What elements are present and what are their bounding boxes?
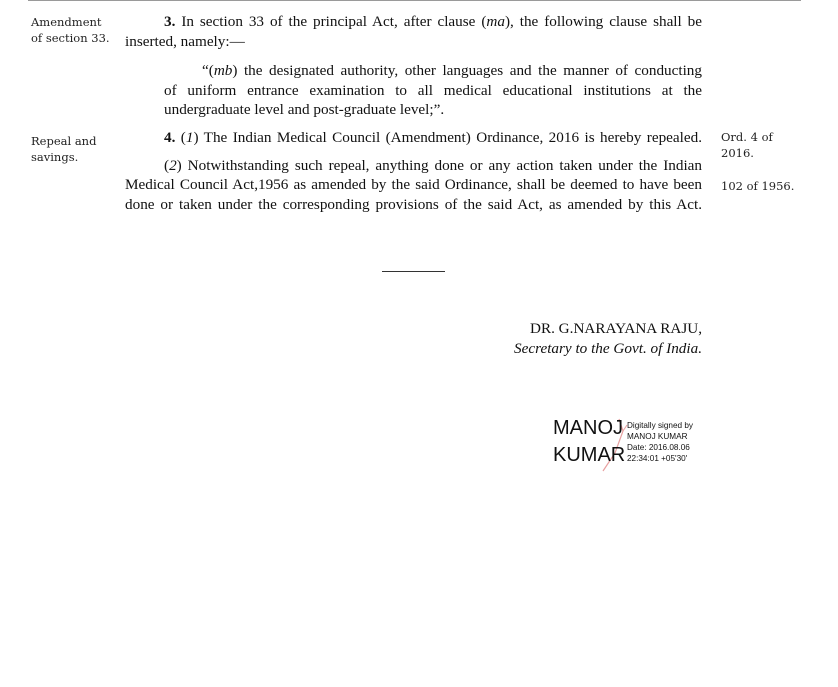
section-4-line-1 — [125, 128, 702, 148]
section-4-line-2 — [125, 156, 702, 176]
signatory-title: Secretary to the Govt. of India. — [514, 340, 702, 357]
section-4-line-4: done or taken under the corresponding provisions of the said Act, as amended by this Act. — [125, 195, 702, 213]
subsection-ref: 2 — [169, 156, 177, 174]
digital-signature — [553, 417, 713, 473]
margin-note-line: 102 of 1956. — [721, 179, 795, 193]
signer-last-name: KUMAR — [553, 444, 626, 466]
text-run: ), the following clause shall be — [504, 13, 703, 30]
margin-note-line: Amendment — [31, 15, 102, 29]
section-number: 3. — [164, 13, 176, 30]
margin-note-act — [721, 178, 794, 194]
section-3-line-2: inserted, namely:— — [125, 32, 245, 50]
signer-first-name: MANOJ — [553, 417, 623, 439]
signature-line: Digitally signed by — [627, 421, 693, 430]
clause-line-3: undergraduate level and post-graduate level;”. — [164, 101, 445, 118]
signatory-name: DR. G.NARAYANA RAJU, — [529, 320, 702, 337]
text-run: ) Notwithstanding such repeal, anything done or any action taken under the Indian — [176, 156, 702, 174]
margin-note-repeal — [31, 133, 96, 165]
clause-line-1 — [164, 61, 702, 81]
text-run: ) The Indian Medical Council (Amendment) Ordinance, 2016 is hereby repealed. — [193, 129, 702, 146]
margin-note-line: savings. — [31, 150, 79, 164]
inserted-clause — [164, 61, 702, 120]
section-number: 4. — [164, 129, 176, 146]
clause-ref: mb — [213, 62, 233, 79]
section-4 — [125, 128, 702, 214]
subsection-ref: 1 — [185, 129, 194, 146]
text-run: ( — [164, 156, 170, 174]
text-run: ) the designated authority, other languages and the manner of conducting — [232, 62, 702, 79]
signature-line: Date: 2016.08.06 — [627, 443, 690, 452]
signature-line: MANOJ KUMAR — [627, 432, 688, 441]
section-4-line-3: Medical Council Act,1956 as amended by the said Ordinance, shall be deemed to have been — [125, 176, 702, 193]
margin-note-amendment — [31, 14, 110, 46]
signature-line: 22:34:01 +05'30' — [627, 454, 688, 463]
margin-note-line: Repeal and — [31, 134, 97, 148]
text-run: ( — [175, 129, 186, 146]
section-3 — [125, 12, 702, 51]
margin-note-ordinance — [721, 129, 773, 161]
top-rule — [28, 0, 801, 1]
margin-note-line: of section 33. — [31, 31, 110, 45]
margin-note-line: 2016. — [721, 146, 754, 160]
margin-note-line: Ord. 4 of — [721, 130, 773, 144]
separator-rule — [382, 271, 445, 272]
text-run: In section 33 of the principal Act, after clause ( — [175, 13, 487, 30]
section-3-line-1 — [125, 12, 702, 32]
clause-line-2: of uniform entrance examination to all medical educational institutions at the — [164, 81, 702, 99]
clause-ref: ma — [486, 13, 505, 30]
text-run: “( — [202, 62, 214, 79]
